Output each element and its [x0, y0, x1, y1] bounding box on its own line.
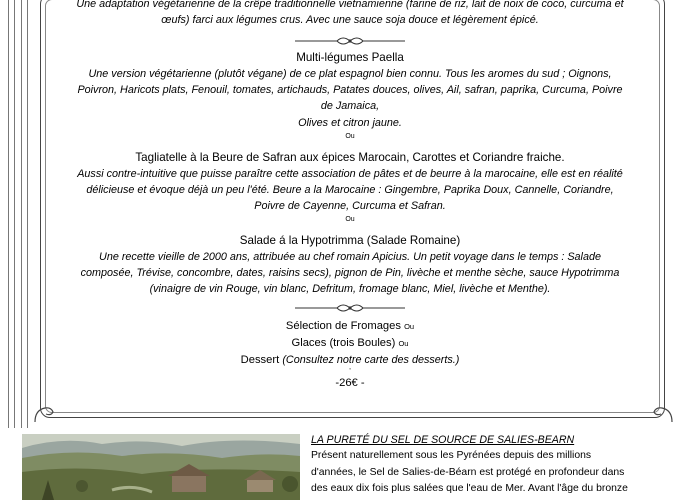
intro-line-1: Une adaptation végétarienne de la crêpe traditionnelle vietnamienne (farine de riz, lait de noix de coco, curcuma et	[76, 0, 624, 10]
left-rule-fourth	[27, 0, 28, 428]
paella-line-1: Une version végétarienne (plutôt végane) de ce plat espagnol bien connu. Tous les aromes du sud ; Oignons,	[88, 68, 612, 80]
paella-line-2: Poivron, Haricots plats, Fenouil, tomates, artichauds, Patates douces, olives, Ail, safran, paprika, Curcuma, Poivre	[77, 84, 623, 97]
frame-corner-ornament-left	[33, 402, 55, 424]
salade-line-3: (vinaigre de vin Rouge, vin blanc, Defritum, fromage blanc, Miel, livèche et Menthe).	[149, 283, 551, 296]
tagliatelle-line-1: Aussi contre-intuitive que puisse paraître cette association de pâtes et de beurre à la marocaine, elle est en réalité	[77, 168, 623, 180]
salt-section	[311, 432, 696, 497]
or-separator: Ou	[398, 339, 409, 348]
intro-description	[60, 0, 640, 28]
tagliatelle-line-3: Poivre de Cayenne, Curcuma et Safran.	[254, 200, 446, 213]
salt-line-2: d'années, le Sel de Salies-de-Béarn est protégé en profondeur dans	[311, 466, 625, 478]
dessert-line	[60, 352, 640, 369]
tagliatelle-line-2: délicieuse et évoque déjà un peu l'été. Beure a la Marocaine : Gingembre, Paprika Doux, Cannelle, Coriandre,	[86, 184, 614, 197]
or-separator: Ou	[404, 322, 415, 331]
ornament-divider	[295, 35, 405, 47]
or-separator: Ou	[345, 132, 355, 140]
fromages-line	[60, 318, 640, 335]
paella-line-4: Olives et citron jaune.	[298, 116, 402, 129]
left-rule-inner	[14, 0, 15, 428]
glaces-label: Glaces (trois Boules)	[291, 337, 396, 349]
paella-section	[60, 50, 640, 141]
salade-section	[60, 233, 640, 298]
final-course-section	[60, 318, 640, 392]
ornament-divider	[295, 302, 405, 314]
glaces-line	[60, 335, 640, 352]
salade-title: Salade á la Hypotrimma (Salade Romaine)	[239, 234, 461, 247]
or-separator: Ou	[345, 215, 355, 223]
fromages-label: Sélection de Fromages	[285, 320, 401, 332]
landscape-painting-image	[22, 434, 300, 500]
salade-line-2: composée, Trévise, concombre, dates, raisins secs), pignon de Pin, livèche et menthe sèche, sauce Hypotrimma	[80, 267, 620, 280]
salt-line-3: des eaux dix fois plus salées que l'eau de Mer. Avant l'âge du bronze	[311, 482, 628, 494]
tagliatelle-title: Tagliatelle à la Beure de Safran aux épices Marocain, Carottes et Coriandre fraiche.	[135, 151, 565, 164]
paella-title: Multi-légumes Paella	[296, 51, 404, 64]
landscape-painting	[22, 434, 300, 500]
tick-mark: '	[349, 368, 351, 375]
salade-line-1: Une recette vieille de 2000 ans, attribuée au chef romain Apicius. Un petit voyage dans le temps : Salade	[99, 251, 601, 263]
dessert-label: Dessert	[240, 354, 280, 366]
salt-title: LA PURETÉ DU SEL DE SOURCE DE SALIES-BEARN	[311, 434, 575, 446]
dessert-note: (Consultez notre carte des desserts.)	[282, 354, 460, 366]
frame-corner-ornament-right	[652, 402, 674, 424]
menu-price: -26€ -	[335, 377, 365, 389]
left-rule-outer	[8, 0, 9, 428]
paella-line-3: de Jamaica,	[320, 100, 380, 113]
salt-line-1: Présent naturellement sous les Pyrénées depuis des millions	[311, 450, 592, 462]
tagliatelle-section	[60, 150, 640, 224]
intro-line-2: œufs) farci aux légumes crus. Avec une sauce soja douce et légèrement épicé.	[161, 14, 539, 27]
left-rule-third	[21, 0, 22, 428]
